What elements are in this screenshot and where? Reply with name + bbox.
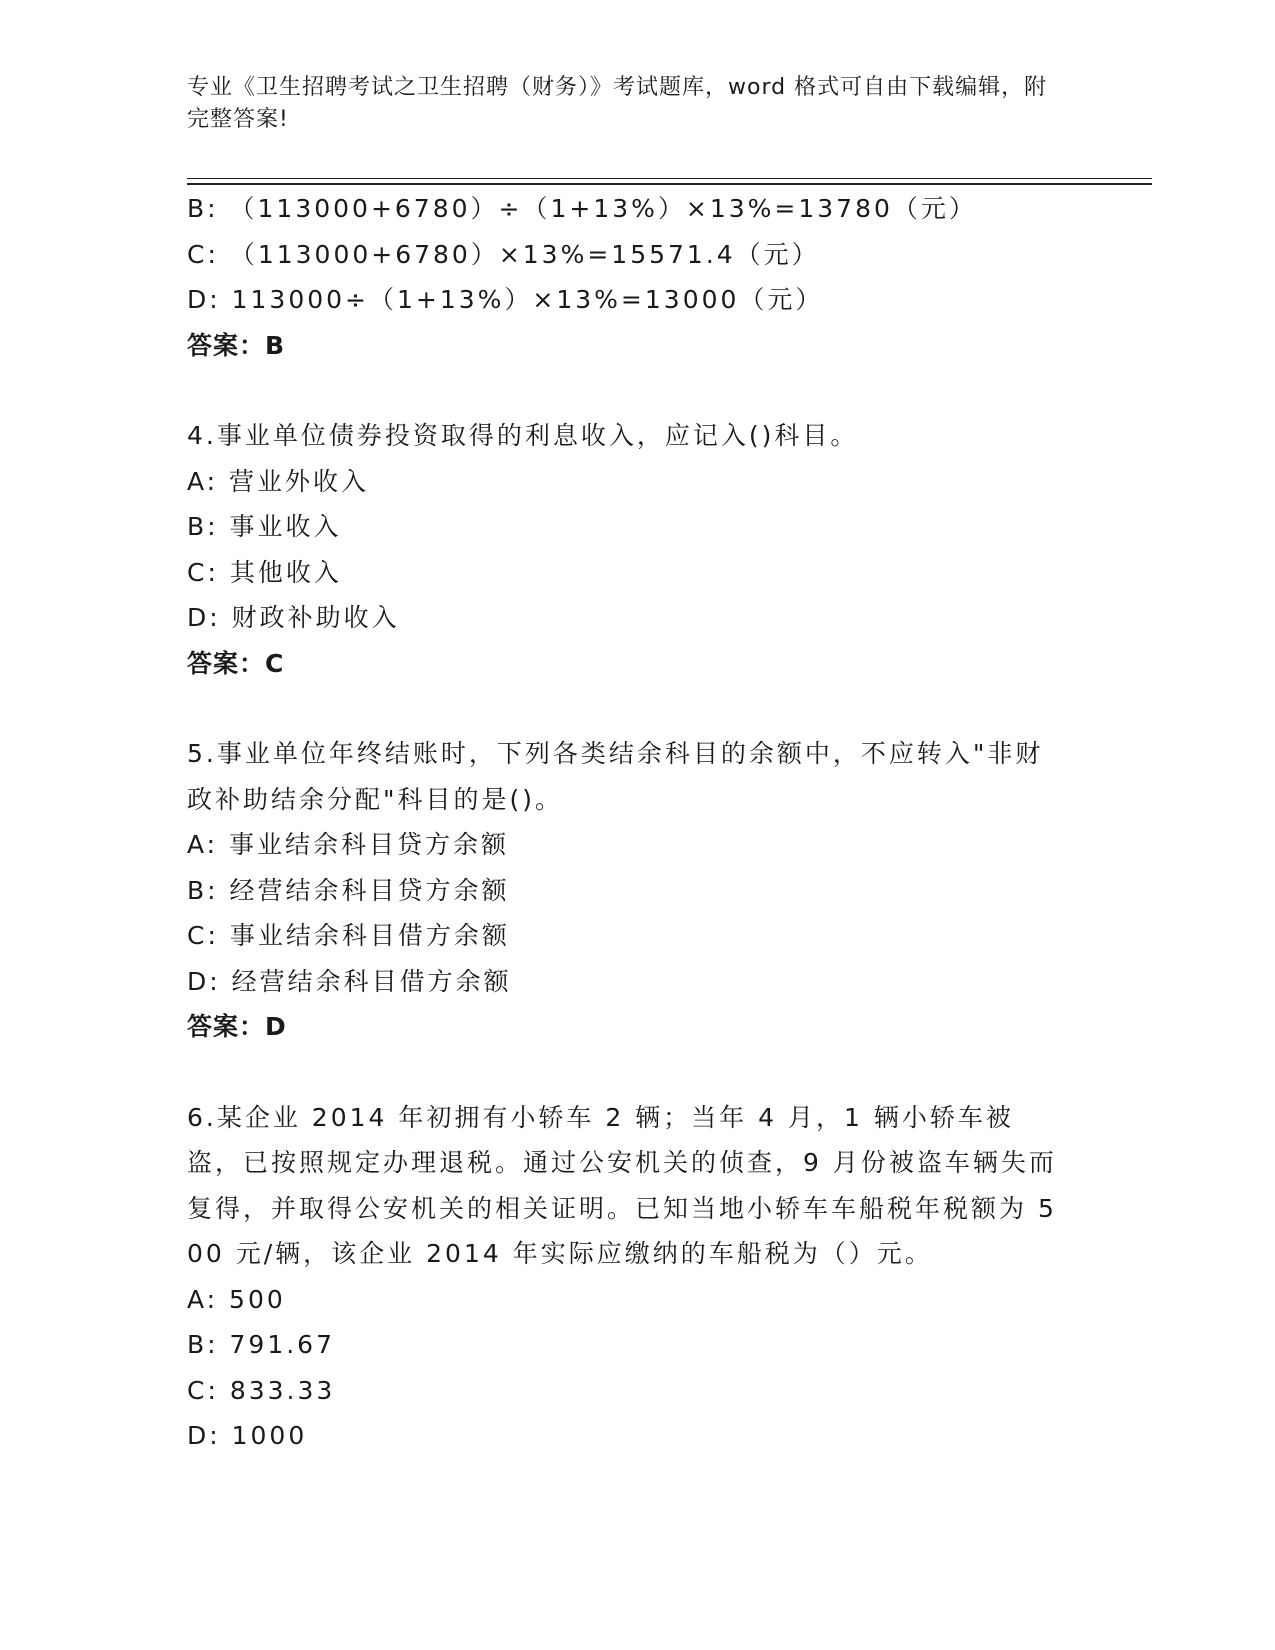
q6-option-a: A: 500: [187, 1284, 286, 1314]
question-4: [187, 413, 1087, 686]
q4-stem: 4.事业单位债券投资取得的利息收入，应记入()科目。: [187, 421, 859, 450]
q6-stem: 6.某企业 2014 年初拥有小轿车 2 辆；当年 4 月，1 辆小轿车被盗，已按照规定办理退税。通过公安机关的侦查，9 月份被盗车辆失而复得，并取得公安机关的相关证明。已知当地小轿车车船税年税额为 500 元/辆，该企业 2014 年实际应缴纳的车船税为（）元。: [187, 1102, 1057, 1268]
question-3-tail: [187, 186, 1087, 368]
q5-stem: 5.事业单位年终结账时，下列各类结余科目的余额中，不应转入"非财政补助结余分配"科目的是()。: [187, 739, 1044, 814]
q3-answer: 答案：B: [187, 330, 286, 360]
q5-answer: 答案：D: [187, 1012, 287, 1041]
header-divider-bottom: [187, 183, 1152, 185]
q6-option-c: C: 833.33: [187, 1375, 336, 1405]
spacer: [187, 368, 1087, 413]
question-list: [187, 186, 1087, 1459]
question-6: [187, 1095, 1087, 1459]
document-intro: 专业《卫生招聘考试之卫生招聘（财务）》考试题库，word 格式可自由下载编辑，附完整答案!: [187, 75, 1048, 132]
q3-option-b: B: （113000+6780）÷（1+13%）×13%=13780（元）: [187, 194, 977, 223]
q5-option-b: B: 经营结余科目贷方余额: [187, 875, 510, 905]
q4-option-a: A: 营业外收入: [187, 466, 370, 496]
q3-option-c: C: （113000+6780）×13%=15571.4（元）: [187, 239, 820, 269]
q4-option-c: C: 其他收入: [187, 557, 342, 587]
q6-option-b: B: 791.67: [187, 1330, 335, 1359]
q4-option-b: B: 事业收入: [187, 512, 342, 541]
q4-option-d: D: 财政补助收入: [187, 603, 400, 632]
question-5: [187, 731, 1087, 1050]
q4-answer: 答案：C: [187, 648, 285, 678]
q5-option-d: D: 经营结余科目借方余额: [187, 966, 512, 996]
spacer: [187, 686, 1087, 731]
q6-option-d: D: 1000: [187, 1421, 308, 1450]
q5-option-c: C: 事业结余科目借方余额: [187, 921, 510, 950]
header-divider-top: [187, 178, 1152, 179]
spacer: [187, 1050, 1087, 1095]
q5-option-a: A: 事业结余科目贷方余额: [187, 830, 510, 859]
q3-option-d: D: 113000÷（1+13%）×13%=13000（元）: [187, 285, 824, 314]
